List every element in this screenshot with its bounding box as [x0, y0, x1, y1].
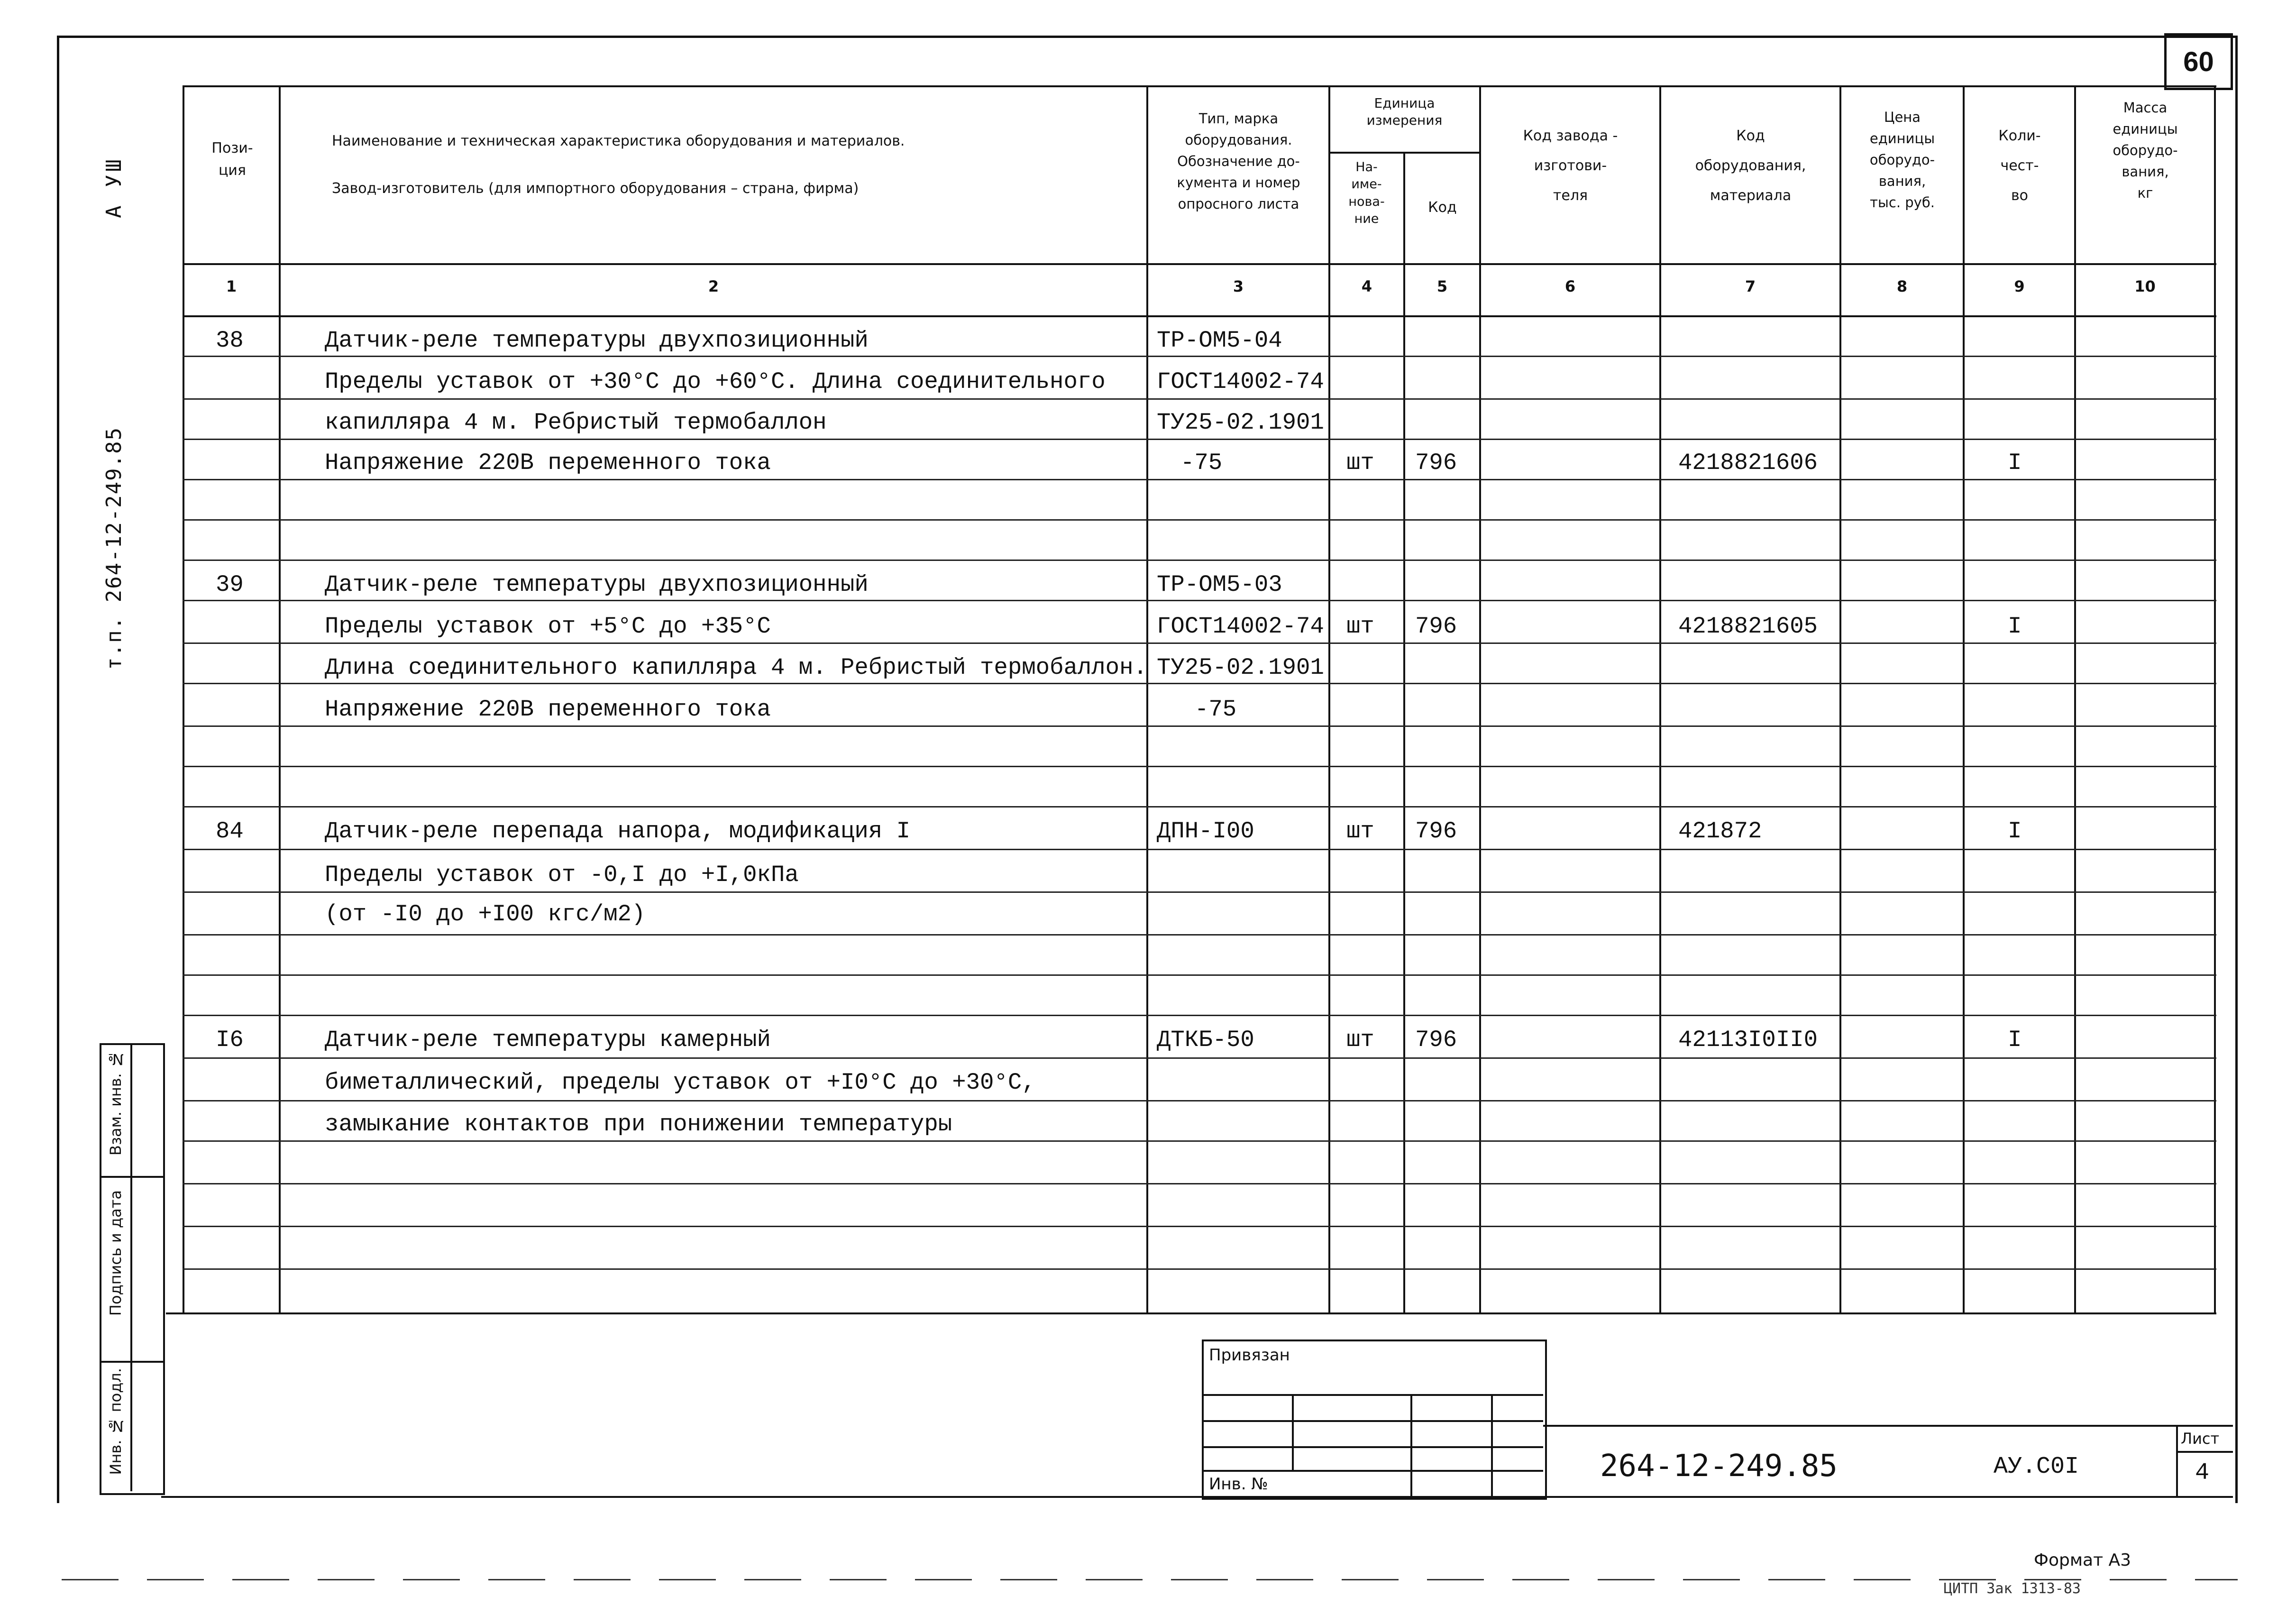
doc-code: АУ.С0I — [1994, 1453, 2079, 1480]
item-desc-line: Датчик-реле температуры двухпозиционный — [325, 571, 869, 598]
item-type-line: -75 — [1180, 450, 1223, 476]
print-order: ЦИТП Зак 1313-83 — [1944, 1580, 2081, 1597]
item-position: 39 — [216, 571, 244, 598]
item-type-line: ТУ25-02.1901 — [1157, 654, 1324, 681]
item-desc-line: (от -I0 до +I00 кгс/м2) — [325, 901, 646, 927]
item-type-line: ТУ25-02.1901 — [1157, 409, 1324, 436]
item-type-line: ДПН-I00 — [1157, 818, 1254, 844]
item-equipment-code: 4218821605 — [1678, 613, 1818, 640]
item-unit-code: 796 — [1415, 1027, 1457, 1053]
item-type-line: ГОСТ14002-74 — [1157, 368, 1324, 395]
item-equipment-code: 4218821606 — [1678, 450, 1818, 476]
colnum-3: 3 — [1233, 277, 1244, 295]
item-type-line: ТР-ОМ5-03 — [1157, 571, 1282, 598]
header-name-line2: Завод-изготовитель (для импортного оборудования – страна, фирма) — [332, 180, 859, 197]
item-desc-line: Напряжение 220В переменного тока — [325, 450, 771, 476]
item-desc-line: Напряжение 220В переменного тока — [325, 696, 771, 723]
item-desc-line: биметаллический, пределы уставок от +I0°С до +30°С, — [325, 1069, 1036, 1096]
sheet-number: 60 — [2164, 33, 2233, 90]
left-stamp-signature: Подпись и дата — [107, 1190, 125, 1316]
colnum-5: 5 — [1436, 277, 1448, 295]
item-desc-line: капилляра 4 м. Ребристый термобаллон — [325, 409, 827, 436]
item-unit: шт — [1346, 818, 1374, 844]
header-mass: Масса единицы оборудо- вания, кг — [2113, 100, 2178, 201]
item-desc-line: Датчик-реле температуры двухпозиционный — [325, 327, 869, 354]
header-unit-name: На- име- нова- ние — [1348, 160, 1385, 227]
doc-number: 264-12-249.85 — [1600, 1449, 1838, 1484]
colnum-9: 9 — [2014, 277, 2025, 295]
item-type-line: ГОСТ14002-74 — [1157, 613, 1324, 640]
linked-label: Привязан — [1209, 1346, 1290, 1365]
album-label: А УШ — [102, 156, 126, 218]
item-unit: шт — [1346, 1027, 1374, 1053]
header-equipment-code: Код оборудования, материала — [1695, 128, 1806, 204]
colnum-8: 8 — [1896, 277, 1908, 295]
header-type: Тип, марка оборудования. Обозначение до- кумента и номер опросного листа — [1177, 110, 1300, 212]
colnum-10: 10 — [2134, 277, 2156, 295]
item-unit-code: 796 — [1415, 450, 1457, 476]
header-unit-code: Код — [1428, 199, 1457, 216]
header-quantity: Коли- чест- во — [1998, 128, 2041, 204]
item-equipment-code: 42113I0II0 — [1678, 1027, 1818, 1053]
item-unit: шт — [1346, 613, 1374, 640]
left-stamp-replaced: Взам. инв. № — [107, 1050, 125, 1156]
colnum-1: 1 — [226, 277, 237, 295]
item-quantity: I — [2008, 450, 2022, 476]
colnum-4: 4 — [1361, 277, 1372, 295]
item-equipment-code: 421872 — [1678, 818, 1762, 844]
colnum-2: 2 — [708, 277, 719, 295]
item-quantity: I — [2008, 1027, 2022, 1053]
item-position: 84 — [216, 818, 244, 844]
inv-label: Инв. № — [1209, 1475, 1268, 1494]
item-unit: шт — [1346, 450, 1374, 476]
item-type-line: ДТКБ-50 — [1157, 1027, 1254, 1053]
header-factory-code: Код завода - изготови- теля — [1523, 128, 1618, 204]
sheet-value: 4 — [2195, 1459, 2210, 1486]
format-label: Формат А3 — [2034, 1551, 2131, 1570]
item-unit-code: 796 — [1415, 818, 1457, 844]
item-desc-line: Пределы уставок от -0,I до +I,0кПа — [325, 862, 799, 888]
header-unit-group: Единица измерения — [1366, 95, 1443, 128]
item-type-line: ТР-ОМ5-04 — [1157, 327, 1282, 354]
item-desc-line: Пределы уставок от +5°С до +35°С — [325, 613, 771, 640]
item-unit-code: 796 — [1415, 613, 1457, 640]
left-stamp-original: Инв. № подл. — [107, 1368, 125, 1475]
colnum-6: 6 — [1564, 277, 1576, 295]
item-quantity: I — [2008, 613, 2022, 640]
item-quantity: I — [2008, 818, 2022, 844]
item-type-line: -75 — [1195, 696, 1237, 723]
project-label: т.п. 264-12-249.85 — [102, 427, 126, 670]
header-price: Цена единицы оборудо- вания, тыс. руб. — [1869, 109, 1935, 211]
item-desc-line: Датчик-реле температуры камерный — [325, 1027, 771, 1053]
header-name-line1: Наименование и техническая характеристика оборудования и материалов. — [332, 133, 905, 149]
item-desc-line: Датчик-реле перепада напора, модификация I — [325, 818, 911, 844]
header-position: Пози- ция — [211, 140, 253, 179]
sheet-label: Лист — [2181, 1430, 2220, 1448]
colnum-7: 7 — [1745, 277, 1756, 295]
item-position: 38 — [216, 327, 244, 354]
item-desc-line: Пределы уставок от +30°С до +60°С. Длина соединительного — [325, 368, 1106, 395]
item-position: I6 — [216, 1027, 244, 1053]
item-desc-line: замыкание контактов при понижении температуры — [325, 1111, 952, 1138]
item-desc-line: Длина соединительного капилляра 4 м. Ребристый термобаллон. — [325, 654, 1147, 681]
